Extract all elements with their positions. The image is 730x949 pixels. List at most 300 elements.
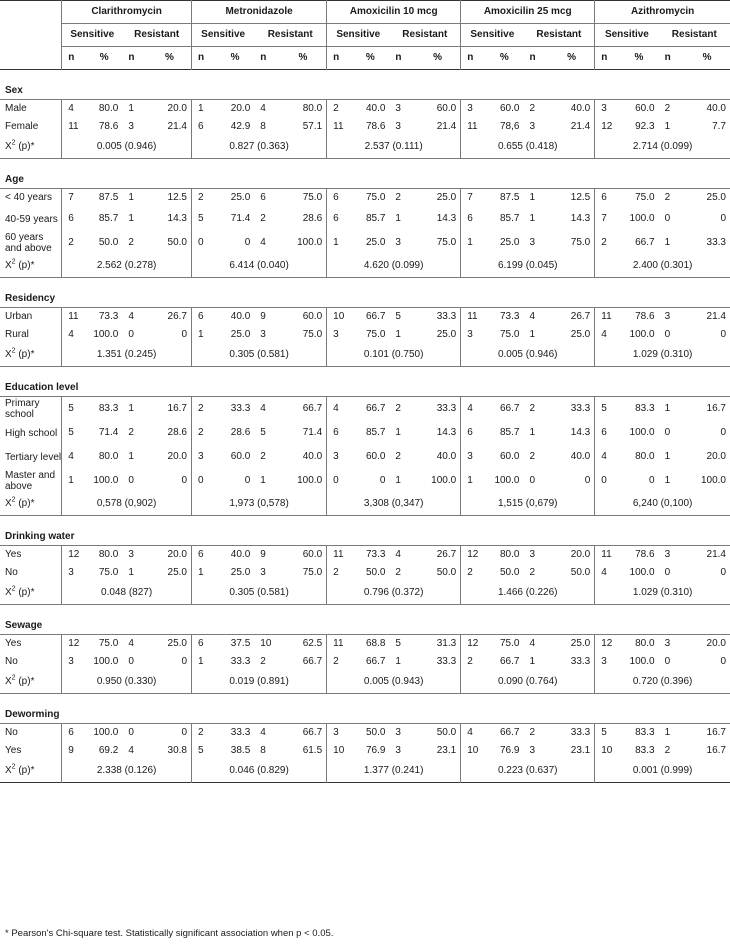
percent-cell: 25.0 <box>365 237 386 248</box>
count-cell: 3 <box>260 567 266 578</box>
count-cell: 6 <box>192 546 216 565</box>
count-cell: 1 <box>128 451 134 462</box>
n-header: n <box>664 52 671 63</box>
percent-cell: 100.0 <box>93 475 119 486</box>
percent-cell: 80.0 <box>98 103 119 114</box>
chi-square-value: 2.537 (0.111) <box>327 136 461 159</box>
percent-cell: 12.5 <box>167 192 187 203</box>
percent-cell: 75.0 <box>570 237 591 248</box>
percent-cell: 0 <box>244 237 251 248</box>
count-cell: 2 <box>664 192 671 203</box>
table-row <box>0 564 730 582</box>
count-cell: 10 <box>260 638 272 649</box>
count-cell: 3 <box>529 549 536 560</box>
count-cell: 11 <box>62 308 86 327</box>
percent-cell: 80.0 <box>635 451 655 462</box>
percent-cell: 40.0 <box>570 451 591 462</box>
row-label: 40-59 years <box>5 213 58 225</box>
percent-cell: 75.0 <box>365 329 386 340</box>
count-cell: 11 <box>595 546 619 565</box>
percent-cell: 20.0 <box>230 103 251 114</box>
percent-cell: 66.7 <box>302 403 323 414</box>
percent-cell: 100.0 <box>629 567 655 578</box>
chi-square-value: 2.714 (0.099) <box>595 136 730 159</box>
count-cell: 3 <box>461 445 485 469</box>
percent-cell: 75.0 <box>98 638 119 649</box>
chi-square-value: 0.101 (0.750) <box>327 344 461 367</box>
count-cell: 3 <box>664 311 671 322</box>
percent-cell: 33.3 <box>570 656 591 667</box>
percent-cell: 66.7 <box>500 656 520 667</box>
percent-cell: 26.7 <box>167 311 187 322</box>
count-cell: 1 <box>128 403 134 414</box>
table-row <box>0 207 730 231</box>
count-cell: 3 <box>260 329 266 340</box>
percent-cell: 66.7 <box>500 403 520 414</box>
percent-cell: 61.5 <box>302 745 323 756</box>
table-row <box>0 189 730 208</box>
percent-cell: 73.3 <box>98 311 119 322</box>
percent-cell: 100.0 <box>93 656 119 667</box>
row-label: Urban <box>5 311 33 322</box>
row-label: Male <box>5 103 27 114</box>
percent-cell: 0 <box>181 656 187 667</box>
percent-cell: 100.0 <box>494 475 520 486</box>
n-header: n <box>395 52 402 63</box>
count-cell: 1 <box>395 213 401 224</box>
percent-cell: 80.0 <box>500 549 520 560</box>
percent-cell: 50.0 <box>570 567 591 578</box>
table-row <box>0 724 730 743</box>
percent-cell: 75.0 <box>98 567 119 578</box>
percent-cell: 14.3 <box>570 427 591 438</box>
chi-square-value: 0.090 (0.764) <box>461 671 595 694</box>
count-cell: 12 <box>595 118 619 136</box>
count-cell: 6 <box>595 421 619 445</box>
percent-cell: 38.5 <box>230 745 251 756</box>
percent-cell: 60.0 <box>635 103 655 114</box>
percent-cell: 50.0 <box>365 727 386 738</box>
chi-square-row <box>0 760 730 783</box>
percent-cell: 75.0 <box>500 638 520 649</box>
table-row <box>0 742 730 760</box>
percent-cell: 83.3 <box>635 745 655 756</box>
n-header: n <box>595 47 619 70</box>
count-cell: 6 <box>192 308 216 327</box>
count-cell: 3 <box>395 745 401 756</box>
chi-square-value: 0.305 (0.581) <box>192 582 327 605</box>
count-cell: 2 <box>461 653 485 671</box>
percent-cell: 31.3 <box>436 638 457 649</box>
count-cell: 3 <box>128 121 134 132</box>
percent-cell: 25.0 <box>230 329 251 340</box>
header-sr-row <box>0 24 730 47</box>
count-cell: 6 <box>327 189 351 208</box>
percent-cell: 100.0 <box>93 727 119 738</box>
percent-cell: 28.6 <box>167 427 187 438</box>
percent-cell: 50.0 <box>98 237 119 248</box>
pct-header: % <box>230 52 240 63</box>
count-cell: 1 <box>461 231 485 255</box>
percent-cell: 23.1 <box>436 745 457 756</box>
count-cell: 11 <box>595 308 619 327</box>
percent-cell: 80.0 <box>635 638 655 649</box>
percent-cell: 60.0 <box>230 451 251 462</box>
percent-cell: 50.0 <box>365 567 386 578</box>
row-label: Primary school <box>5 398 40 420</box>
percent-cell: 28.6 <box>302 213 323 224</box>
percent-cell: 33.3 <box>230 656 251 667</box>
count-cell: 2 <box>395 451 401 462</box>
count-cell: 4 <box>62 100 86 119</box>
percent-cell: 20.0 <box>167 549 187 560</box>
count-cell: 3 <box>327 445 351 469</box>
count-cell: 4 <box>62 445 86 469</box>
count-cell: 4 <box>260 403 266 414</box>
chi-square-row <box>0 344 730 367</box>
count-cell: 6 <box>62 207 86 231</box>
n-header: n <box>192 47 216 70</box>
count-cell: 2 <box>395 567 401 578</box>
count-cell: 3 <box>664 638 671 649</box>
percent-cell: 78,6 <box>500 121 520 132</box>
count-cell: 1 <box>260 475 266 486</box>
count-cell: 1 <box>395 656 401 667</box>
row-label: Yes <box>5 745 22 756</box>
percent-cell: 78.6 <box>365 121 386 132</box>
section-header-row <box>0 694 730 724</box>
percent-cell: 71.4 <box>230 213 251 224</box>
count-cell: 2 <box>260 656 266 667</box>
count-cell: 5 <box>192 742 216 760</box>
percent-cell: 25.0 <box>167 567 187 578</box>
table-row <box>0 397 730 422</box>
count-cell: 6 <box>192 635 216 654</box>
n-header: n <box>327 47 351 70</box>
percent-cell: 30.8 <box>167 745 187 756</box>
percent-cell: 25.0 <box>570 638 591 649</box>
count-cell: 1 <box>128 103 134 114</box>
count-cell: 8 <box>260 745 266 756</box>
percent-cell: 100.0 <box>629 427 655 438</box>
count-cell: 7 <box>595 207 619 231</box>
count-cell: 9 <box>62 742 86 760</box>
sensitive-header: Sensitive <box>461 24 524 47</box>
count-cell: 11 <box>327 546 351 565</box>
section-header-row <box>0 605 730 635</box>
percent-cell: 20.0 <box>167 451 187 462</box>
count-cell: 4 <box>529 638 536 649</box>
percent-cell: 25.0 <box>230 567 251 578</box>
n-header: n <box>260 52 267 63</box>
percent-cell: 66.7 <box>635 237 655 248</box>
count-cell: 4 <box>595 326 619 344</box>
count-cell: 6 <box>192 118 216 136</box>
count-cell: 6 <box>461 207 485 231</box>
percent-cell: 40.0 <box>706 103 726 114</box>
percent-cell: 75.0 <box>302 192 323 203</box>
count-cell: 6 <box>62 724 86 743</box>
percent-cell: 75.0 <box>302 567 323 578</box>
chi-square-value: 6,240 (0,100) <box>595 493 730 516</box>
count-cell: 2 <box>529 727 536 738</box>
chi-square-value: 2.562 (0.278) <box>62 255 192 278</box>
count-cell: 1 <box>664 237 671 248</box>
percent-cell: 25.0 <box>500 237 520 248</box>
section-title: Drinking water <box>5 531 75 542</box>
percent-cell: 60.0 <box>436 103 457 114</box>
count-cell: 1 <box>395 475 401 486</box>
count-cell: 3 <box>62 653 86 671</box>
percent-cell: 20.0 <box>570 549 591 560</box>
count-cell: 0 <box>128 475 134 486</box>
count-cell: 4 <box>461 724 485 743</box>
count-cell: 3 <box>664 549 671 560</box>
count-cell: 0 <box>128 656 134 667</box>
resistant-header: Resistant <box>523 24 594 47</box>
percent-cell: 75.0 <box>436 237 457 248</box>
count-cell: 1 <box>664 475 671 486</box>
count-cell: 0 <box>192 231 216 255</box>
percent-cell: 25.0 <box>436 329 457 340</box>
percent-cell: 78.6 <box>635 311 655 322</box>
count-cell: 3 <box>595 653 619 671</box>
count-cell: 3 <box>395 727 401 738</box>
count-cell: 2 <box>529 567 536 578</box>
percent-cell: 33.3 <box>230 403 251 414</box>
percent-cell: 76.9 <box>500 745 520 756</box>
percent-cell: 76.9 <box>365 745 386 756</box>
count-cell: 2 <box>128 237 134 248</box>
count-cell: 1 <box>62 469 86 493</box>
percent-cell: 26.7 <box>570 311 591 322</box>
pct-header: % <box>298 52 308 63</box>
count-cell: 2 <box>192 421 216 445</box>
chi-square-value: 4.620 (0.099) <box>327 255 461 278</box>
count-cell: 1 <box>529 329 536 340</box>
percent-cell: 73.3 <box>500 311 520 322</box>
count-cell: 1 <box>395 329 401 340</box>
count-cell: 10 <box>327 742 351 760</box>
table-row <box>0 445 730 469</box>
count-cell: 12 <box>62 635 86 654</box>
percent-cell: 80.0 <box>302 103 323 114</box>
percent-cell: 80.0 <box>98 549 119 560</box>
n-header: n <box>529 52 536 63</box>
count-cell: 1 <box>192 653 216 671</box>
percent-cell: 14.3 <box>167 213 187 224</box>
header-np-row <box>0 47 730 70</box>
percent-cell: 21.4 <box>167 121 187 132</box>
count-cell: 3 <box>395 237 401 248</box>
drug-header: Amoxicilin 25 mcg <box>461 1 595 24</box>
count-cell: 1 <box>664 121 671 132</box>
count-cell: 5 <box>62 421 86 445</box>
count-cell: 4 <box>461 397 485 422</box>
table-row <box>0 421 730 445</box>
drug-header: Clarithromycin <box>62 1 192 24</box>
percent-cell: 60.0 <box>302 549 323 560</box>
count-cell: 1 <box>529 192 536 203</box>
count-cell: 2 <box>461 564 485 582</box>
drug-header: Metronidazole <box>192 1 327 24</box>
resistant-header: Resistant <box>254 24 326 47</box>
section-title: Age <box>5 174 24 185</box>
section-title: Sewage <box>5 620 43 631</box>
table-row <box>0 653 730 671</box>
footnote: * Pearson's Chi-square test. Statistically significant association when p < 0.05. <box>5 928 334 939</box>
count-cell: 1 <box>128 192 134 203</box>
count-cell: 5 <box>395 311 401 322</box>
count-cell: 11 <box>327 635 351 654</box>
count-cell: 2 <box>595 231 619 255</box>
sensitive-header: Sensitive <box>327 24 390 47</box>
pct-header: % <box>164 52 174 63</box>
chi-square-label: $X^2$ (p)* <box>5 585 35 598</box>
count-cell: 2 <box>664 745 671 756</box>
count-cell: 9 <box>260 549 266 560</box>
chi-square-label: $X^2$ (p)* <box>5 347 35 360</box>
percent-cell: 83.3 <box>635 727 655 738</box>
chi-square-value: 0.827 (0.363) <box>192 136 327 159</box>
chi-square-value: 0.005 (0.946) <box>461 344 595 367</box>
chi-square-value: 0.305 (0.581) <box>192 344 327 367</box>
chi-square-value: 1.377 (0.241) <box>327 760 461 783</box>
chi-square-label: $X^2$ (p)* <box>5 258 35 271</box>
chi-square-value: 6.199 (0.045) <box>461 255 595 278</box>
percent-cell: 75.0 <box>635 192 655 203</box>
count-cell: 4 <box>595 445 619 469</box>
row-label: No <box>5 656 18 667</box>
percent-cell: 21.4 <box>706 549 726 560</box>
chi-square-value: 2.400 (0.301) <box>595 255 730 278</box>
percent-cell: 16.7 <box>706 745 726 756</box>
percent-cell: 42.9 <box>230 121 251 132</box>
count-cell: 3 <box>62 564 86 582</box>
chi-square-value: 0,578 (0,902) <box>62 493 192 516</box>
count-cell: 11 <box>62 118 86 136</box>
percent-cell: 33.3 <box>570 727 591 738</box>
count-cell: 12 <box>62 546 86 565</box>
chi-square-value: 2.338 (0.126) <box>62 760 192 783</box>
count-cell: 2 <box>664 103 671 114</box>
chi-square-label: $X^2$ (p)* <box>5 139 35 152</box>
count-cell: 1 <box>664 727 671 738</box>
n-header: n <box>62 47 86 70</box>
percent-cell: 57.1 <box>302 121 323 132</box>
resistant-header: Resistant <box>389 24 460 47</box>
sensitive-header: Sensitive <box>62 24 123 47</box>
percent-cell: 20.0 <box>706 638 726 649</box>
percent-cell: 0 <box>584 475 591 486</box>
count-cell: 3 <box>128 549 134 560</box>
count-cell: 10 <box>595 742 619 760</box>
percent-cell: 100.0 <box>629 656 655 667</box>
chi-square-value: 0.019 (0.891) <box>192 671 327 694</box>
percent-cell: 80.0 <box>98 451 119 462</box>
chi-square-value: 1.029 (0.310) <box>595 344 730 367</box>
chi-square-value: 1.351 (0.245) <box>62 344 192 367</box>
count-cell: 4 <box>62 326 86 344</box>
count-cell: 6 <box>327 421 351 445</box>
chi-square-value: 0.655 (0.418) <box>461 136 595 159</box>
count-cell: 2 <box>192 397 216 422</box>
percent-cell: 60.0 <box>365 451 386 462</box>
chi-square-value: 1.029 (0.310) <box>595 582 730 605</box>
chi-square-value: 1.466 (0.226) <box>461 582 595 605</box>
chi-square-value: 1,515 (0,679) <box>461 493 595 516</box>
count-cell: 4 <box>128 638 134 649</box>
table-row <box>0 118 730 136</box>
section-title: Sex <box>5 85 23 96</box>
percent-cell: 66.7 <box>365 656 386 667</box>
percent-cell: 21.4 <box>436 121 457 132</box>
row-label: < 40 years <box>5 192 52 203</box>
percent-cell: 100.0 <box>297 475 323 486</box>
chi-square-row <box>0 671 730 694</box>
count-cell: 0 <box>327 469 351 493</box>
count-cell: 5 <box>260 427 266 438</box>
count-cell: 2 <box>260 451 266 462</box>
count-cell: 2 <box>260 213 266 224</box>
percent-cell: 21.4 <box>570 121 591 132</box>
chi-square-value: 1,973 (0,578) <box>192 493 327 516</box>
count-cell: 6 <box>260 192 266 203</box>
percent-cell: 87.5 <box>500 192 520 203</box>
pct-header: % <box>634 52 644 63</box>
percent-cell: 0 <box>720 427 726 438</box>
count-cell: 0 <box>192 469 216 493</box>
table-row <box>0 326 730 344</box>
percent-cell: 60.0 <box>500 103 520 114</box>
percent-cell: 7.7 <box>712 121 726 132</box>
resistant-header: Resistant <box>659 24 730 47</box>
sensitive-header: Sensitive <box>192 24 255 47</box>
percent-cell: 16.7 <box>706 727 726 738</box>
percent-cell: 50.0 <box>167 237 187 248</box>
percent-cell: 100.0 <box>700 475 726 486</box>
percent-cell: 25.0 <box>230 192 251 203</box>
percent-cell: 40.0 <box>365 103 386 114</box>
percent-cell: 66.7 <box>500 727 520 738</box>
count-cell: 0 <box>529 475 536 486</box>
row-label: High school <box>5 427 58 439</box>
count-cell: 0 <box>664 427 671 438</box>
percent-cell: 50.0 <box>500 567 520 578</box>
percent-cell: 75.0 <box>500 329 520 340</box>
table-row <box>0 469 730 493</box>
count-cell: 1 <box>192 326 216 344</box>
percent-cell: 85.7 <box>365 213 386 224</box>
count-cell: 2 <box>62 231 86 255</box>
pct-header: % <box>702 52 712 63</box>
pct-header: % <box>499 52 509 63</box>
percent-cell: 33.3 <box>706 237 726 248</box>
count-cell: 4 <box>327 397 351 422</box>
section-title: Deworming <box>5 709 60 720</box>
percent-cell: 66.7 <box>302 656 323 667</box>
chi-square-label: $X^2$ (p)* <box>5 496 35 509</box>
percent-cell: 78.6 <box>635 549 655 560</box>
count-cell: 11 <box>461 308 485 327</box>
percent-cell: 25.0 <box>167 638 187 649</box>
pct-header: % <box>567 52 577 63</box>
percent-cell: 25.0 <box>570 329 591 340</box>
chi-square-value: 0.048 (827) <box>62 582 192 605</box>
count-cell: 2 <box>128 427 134 438</box>
percent-cell: 50.0 <box>436 727 457 738</box>
count-cell: 9 <box>260 311 266 322</box>
